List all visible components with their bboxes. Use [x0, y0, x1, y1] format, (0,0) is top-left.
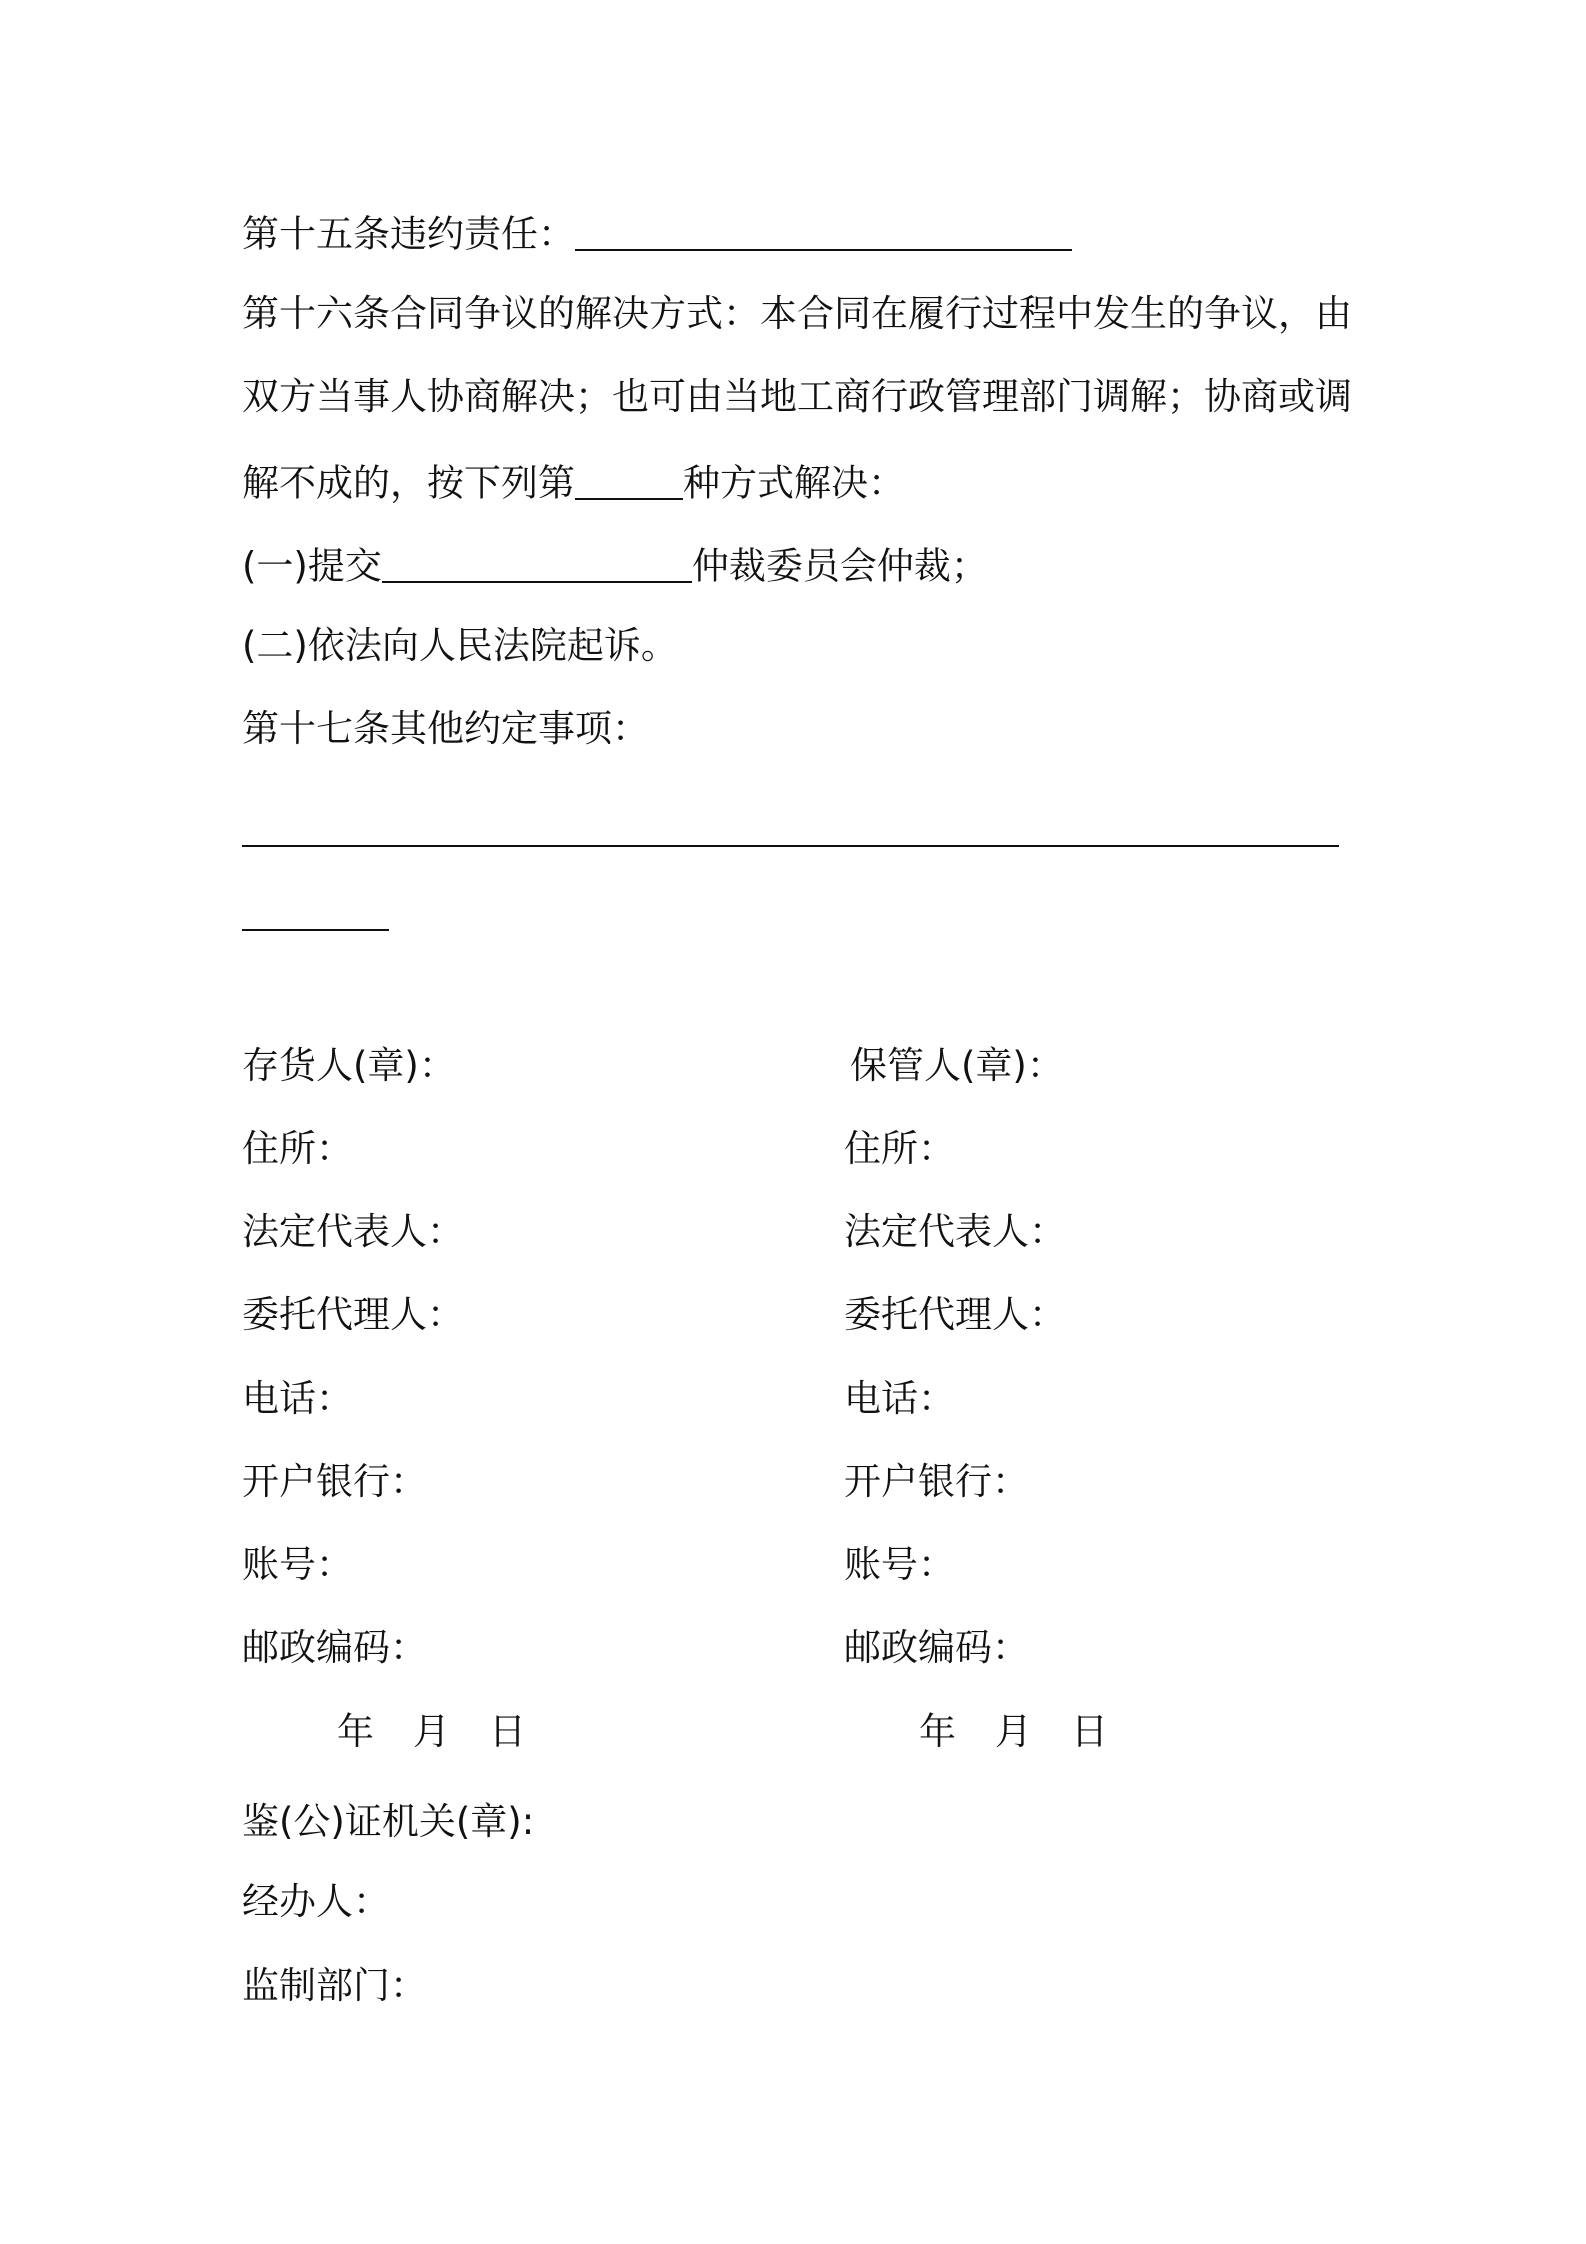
depositor-phone-label: 电话： [242, 1377, 353, 1420]
custodian-date-day: 日 [1071, 1710, 1108, 1753]
article-17-line: 第十七条其他约定事项： [242, 707, 649, 750]
notary-authority-label: 鉴(公)证机关(章): [242, 1800, 535, 1843]
handler-label: 经办人： [242, 1880, 390, 1923]
article-16-line-1: 第十六条合同争议的解决方式：本合同在履行过程中发生的争议，由 [242, 292, 1352, 335]
other-terms-blank-1 [242, 808, 1339, 847]
article-16-line-3-prefix: 解不成的，按下列第 [242, 461, 575, 505]
depositor-date-day: 日 [489, 1710, 526, 1753]
article-15-blank [575, 212, 1072, 251]
custodian-date-year: 年 [919, 1710, 956, 1753]
custodian-legal-rep-label: 法定代表人： [844, 1210, 1066, 1253]
article-16-line-3-suffix: 种方式解决： [683, 461, 905, 505]
option-1-prefix: (一)提交 [242, 544, 382, 588]
method-number-blank [575, 461, 683, 500]
depositor-postcode-label: 邮政编码： [242, 1626, 427, 1669]
depositor-bank-label: 开户银行： [242, 1460, 427, 1503]
depositor-address-label: 住所： [242, 1127, 353, 1170]
option-2-line: (二)依法向人民法院起诉。 [242, 624, 678, 667]
custodian-agent-label: 委托代理人： [844, 1293, 1066, 1336]
depositor-account-label: 账号： [242, 1543, 353, 1586]
depositor-date-month: 月 [413, 1710, 450, 1753]
article-17-blank-line-2 [242, 892, 389, 933]
custodian-date-month: 月 [995, 1710, 1032, 1753]
supervisor-label: 监制部门： [242, 1964, 427, 2007]
depositor-seal-label: 存货人(章)： [242, 1044, 456, 1087]
article-16-line-3 [242, 461, 905, 505]
depositor-legal-rep-label: 法定代表人： [242, 1210, 464, 1253]
article-16-line-2: 双方当事人协商解决；也可由当地工商行政管理部门调解；协商或调 [242, 375, 1352, 418]
custodian-postcode-label: 邮政编码： [844, 1626, 1029, 1669]
custodian-bank-label: 开户银行： [844, 1460, 1029, 1503]
option-1-suffix: 仲裁委员会仲裁； [691, 544, 988, 588]
custodian-address-label: 住所： [844, 1127, 955, 1170]
custodian-account-label: 账号： [844, 1543, 955, 1586]
depositor-agent-label: 委托代理人： [242, 1293, 464, 1336]
arbitration-commission-blank [382, 544, 692, 583]
depositor-date-year: 年 [337, 1710, 374, 1753]
custodian-phone-label: 电话： [844, 1377, 955, 1420]
article-17-blank-line-1 [242, 808, 1339, 849]
other-terms-blank-2 [242, 892, 389, 931]
article-15-label: 第十五条违约责任： [242, 212, 575, 256]
custodian-seal-label: 保管人(章)： [850, 1044, 1064, 1087]
option-1-line [242, 544, 988, 588]
article-15-line [242, 212, 1072, 256]
